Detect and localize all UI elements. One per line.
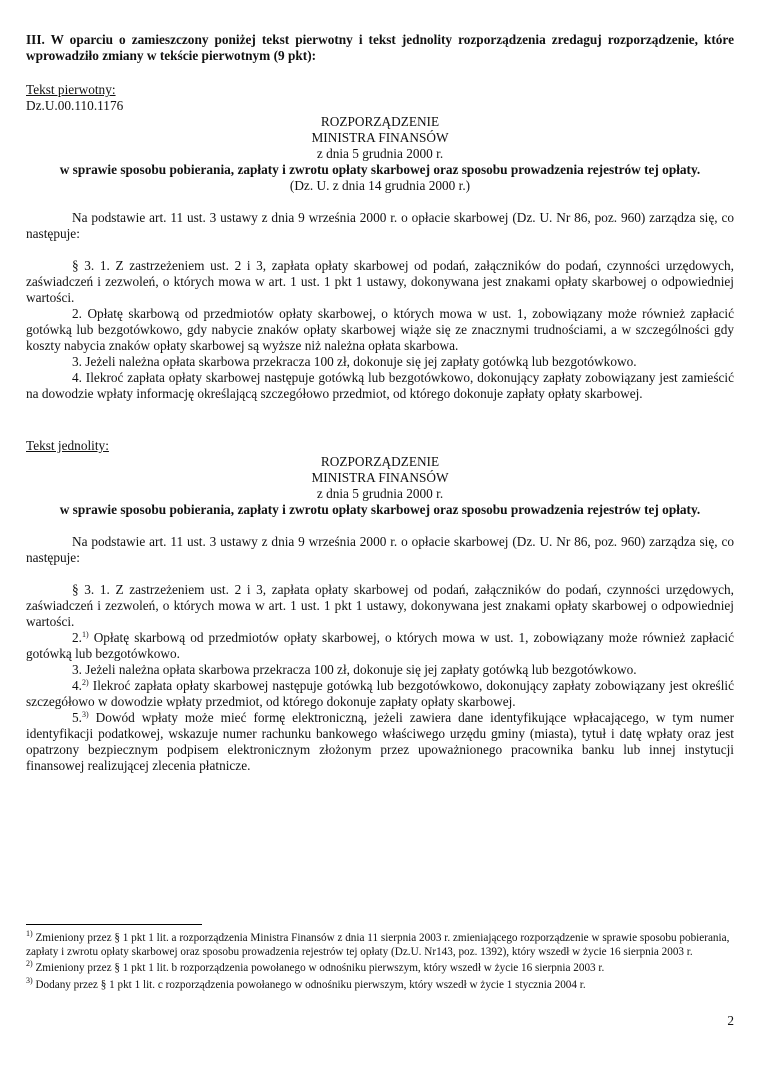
original-reference: Dz.U.00.110.1176 — [26, 98, 124, 113]
original-title-2: MINISTRA FINANSÓW — [311, 130, 449, 145]
paragraph-2-text: Opłatę skarbową od przedmiotów opłaty skarbowej, o których mowa w ust. 1, zobowiązany może również zapłacić gotówką lub bezgotówkowo. — [26, 630, 734, 661]
original-title-1: ROZPORZĄDZENIE — [320, 114, 440, 129]
consolidated-paragraph-2 — [26, 630, 734, 662]
consolidated-title-2: MINISTRA FINANSÓW — [311, 470, 449, 485]
consolidated-date: z dnia 5 grudnia 2000 r. — [316, 486, 444, 501]
consolidated-paragraph-5 — [26, 710, 734, 774]
original-preamble: Na podstawie art. 11 ust. 3 ustawy z dnia 9 września 2000 r. o opłacie skarbowej (Dz. U. Nr 86, poz. 960) zarządza się, co następuje: — [26, 210, 734, 241]
footnote-mark: 2) — [26, 959, 33, 969]
footnote-separator — [26, 924, 202, 925]
original-subject: w sprawie sposobu pobierania, zapłaty i zwrotu opłaty skarbowej oraz sposobu prowadzenia rejestrów tej opłaty. — [59, 162, 701, 177]
consolidated-label: Tekst jednolity: — [26, 438, 109, 453]
original-paragraph-3: 3. Jeżeli należna opłata skarbowa przekracza 100 zł, dokonuje się jej zapłaty gotówką lub bezgotówkowo. — [72, 354, 637, 369]
document-page — [26, 32, 734, 774]
original-paragraph-1: § 3. 1. Z zastrzeżeniem ust. 2 i 3, zapłata opłaty skarbowej od podań, załączników do podań, czynności urzędowych, zaświadczeń i zezwoleń, o których mowa w art. 1 ust. 1 pkt 1 ustawy, dokonywana jest znakami opłaty skarbowej o odpowiedniej wartości. — [26, 258, 734, 305]
consolidated-preamble: Na podstawie art. 11 ust. 3 ustawy z dnia 9 września 2000 r. o opłacie skarbowej (Dz. U. Nr 86, poz. 960) zarządza się, co następuje: — [26, 534, 734, 565]
paragraph-4-number: 4. — [72, 678, 82, 693]
footnote-2 — [26, 959, 734, 976]
paragraph-5-number: 5. — [72, 710, 82, 725]
footnote-3 — [26, 975, 734, 993]
task-number: III — [26, 32, 42, 47]
task-instruction — [26, 32, 734, 64]
paragraph-2-number: 2. — [72, 630, 82, 645]
footnotes — [26, 929, 734, 995]
original-paragraph-4: 4. Ilekroć zapłata opłaty skarbowej następuje gotówką lub bezgotówkowo, dokonujący zapłaty zobowiązany jest zamieścić na dowodzie wpłaty informację określającą szczegółowo przedmiot, od którego dokonuje zapłaty opłaty skarbowej. — [26, 370, 734, 401]
footnote-mark: 3) — [26, 975, 33, 985]
consolidated-title-1: ROZPORZĄDZENIE — [320, 454, 440, 469]
footnote-ref-2[interactable]: 2) — [81, 678, 89, 687]
consolidated-paragraph-3: 3. Jeżeli należna opłata skarbowa przekracza 100 zł, dokonuje się jej zapłaty gotówką lub bezgotówkowo. — [72, 662, 637, 677]
paragraph-5-text: Dowód wpłaty może mieć formę elektroniczną, jeżeli zawiera dane identyfikujące wpłacającego, w tym numer identyfikacji podatkowej, wskazuje numer rachunku bankowego właściwego urzędu gminy (miasta), tytuł i datę wpłaty oraz jest opatrzony bezpiecznym podpisem elektronicznym złożonym przez upoważnionego pracownika banku lub innej instytucji finansowej realizującej zlecenia płatnicze. — [26, 710, 734, 773]
consolidated-paragraph-4 — [26, 678, 734, 710]
original-date: z dnia 5 grudnia 2000 r. — [316, 146, 444, 161]
footnote-text: Dodany przez § 1 pkt 1 lit. c rozporządzenia powołanego w odnośniku pierwszym, który wszedł w życie 1 stycznia 2004 r. — [32, 978, 586, 991]
task-text: . W oparciu o zamieszczony poniżej tekst pierwotny i tekst jednolity rozporządzenia zredaguj rozporządzenie, które wprowadziło zmiany w tekście pierwotnym (9 pkt): — [26, 32, 734, 63]
original-label: Tekst pierwotny: — [26, 82, 116, 97]
original-publication: (Dz. U. z dnia 14 grudnia 2000 r.) — [289, 178, 471, 193]
consolidated-paragraph-1: § 3. 1. Z zastrzeżeniem ust. 2 i 3, zapłata opłaty skarbowej od podań, załączników do podań, czynności urzędowych, zaświadczeń i zezwoleń, o których mowa w art. 1 ust. 1 pkt 1 ustawy, dokonywana jest znakami opłaty skarbowej o odpowiedniej wartości. — [26, 582, 734, 629]
footnote-ref-3[interactable]: 3) — [81, 710, 89, 719]
footnote-mark: 1) — [26, 929, 33, 938]
footnote-text: Zmieniony przez § 1 pkt 1 lit. b rozporządzenia powołanego w odnośniku pierwszym, który wszedł w życie 16 sierpnia 2003 r. — [32, 962, 605, 975]
footnote-text: Zmieniony przez § 1 pkt 1 lit. a rozporządzenia Ministra Finansów z dnia 11 sierpnia 2003 r. zmieniającego rozporządzenie w sprawie sposobu pobierania, zapłaty i zwrotu opłaty skarbowej oraz sposobu prowadzenia rejestrów tej opłaty (Dz.U. Nr143, poz. 1392), który wszedł w życie 16 sierpnia 2003 r. — [26, 932, 730, 958]
footnote-1 — [26, 929, 734, 959]
paragraph-4-text: Ilekroć zapłata opłaty skarbowej następuje gotówką lub bezgotówkowo, dokonujący zapłaty zobowiązany jest określić szczegółowo w dowodzie wpłaty przedmiot, od którego dokonuje zapłaty opłaty skarbowej. — [26, 678, 734, 709]
footnote-ref-1[interactable]: 1) — [81, 630, 89, 639]
consolidated-subject: w sprawie sposobu pobierania, zapłaty i zwrotu opłaty skarbowej oraz sposobu prowadzenia rejestrów tej opłaty. — [59, 502, 701, 517]
original-paragraph-2: 2. Opłatę skarbową od przedmiotów opłaty skarbowej, o których mowa w ust. 1, zobowiązany może również zapłacić gotówką lub bezgotówkowo, gdy nabycie znaków opłaty skarbowej wiąże się ze znacznymi trudnościami, a w szczególności gdy koszty nabycia znaków opłaty skarbowej są wyższe niż należna opłata skarbowa. — [26, 306, 734, 353]
page-number: 2 — [727, 1013, 734, 1028]
